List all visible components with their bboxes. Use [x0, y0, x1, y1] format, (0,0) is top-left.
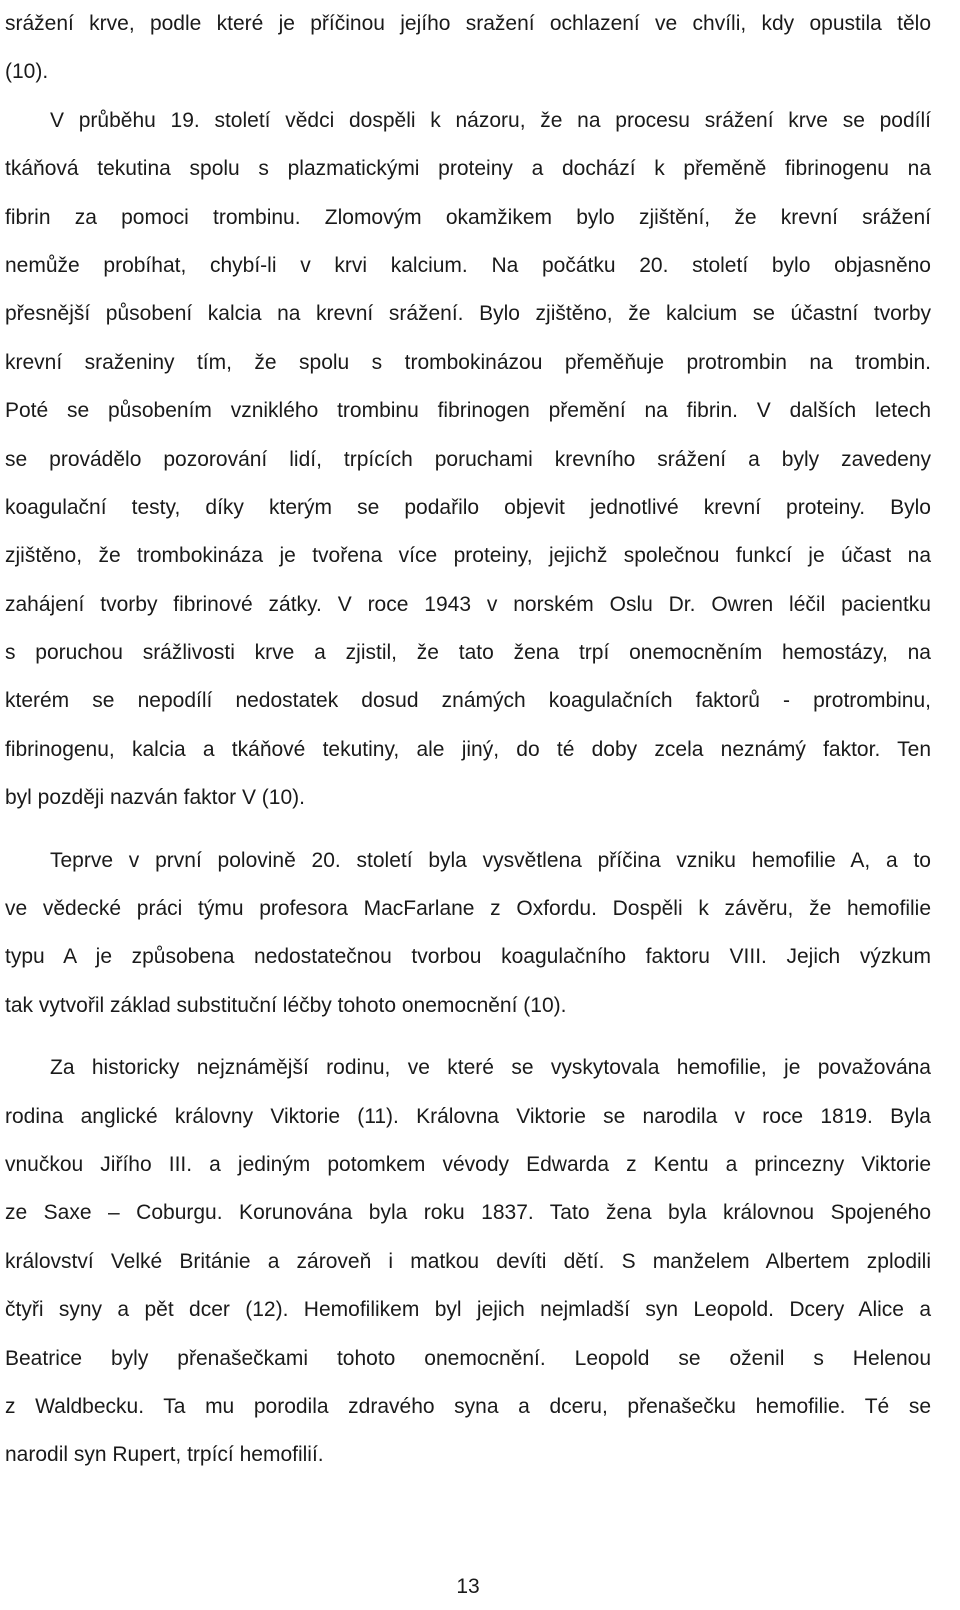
text-line: s poruchou srážlivosti krve a zjistil, že tato žena trpí onemocněním hemostázy, na — [5, 641, 931, 665]
text-line: se provádělo pozorování lidí, trpících poruchami krevního srážení a byly zavedeny — [5, 447, 931, 471]
text-line: ve vědecké práci týmu profesora MacFarlane z Oxfordu. Dospěli k závěru, že hemofilie — [5, 897, 931, 921]
text-line: narodil syn Rupert, trpící hemofilií. — [5, 1443, 324, 1467]
text-line: fibrin za pomoci trombinu. Zlomovým okamžikem bylo zjištění, že krevní srážení — [5, 205, 931, 229]
paragraph — [5, 837, 931, 1031]
text-line: krevní sraženiny tím, že spolu s trombokinázou přeměňuje protrombin na trombin. — [5, 350, 931, 374]
text-line: nemůže probíhat, chybí-li v krvi kalcium. Na počátku 20. století bylo objasněno — [5, 253, 931, 277]
text-line: Poté se působením vzniklého trombinu fibrinogen přemění na fibrin. V dalších letech — [5, 399, 931, 423]
text-line: (10). — [5, 60, 49, 84]
paragraph — [5, 0, 931, 97]
text-line: Teprve v první polovině 20. století byla vysvětlena příčina vzniku hemofilie A, a to — [50, 848, 931, 872]
text-line: V průběhu 19. století vědci dospěli k názoru, že na procesu srážení krve se podílí — [50, 108, 931, 132]
text-line: rodina anglické královny Viktorie (11). Královna Viktorie se narodila v roce 1819. Byla — [5, 1104, 931, 1128]
text-line: zahájení tvorby fibrinové zátky. V roce 1943 v norském Oslu Dr. Owren léčil pacientku — [5, 592, 931, 616]
text-line: Beatrice byly přenašečkami tohoto onemocnění. Leopold se oženil s Helenou — [5, 1346, 931, 1370]
text-line: srážení krve, podle které je příčinou jejího sražení ochlazení ve chvíli, kdy opustila tělo — [5, 12, 931, 35]
page-number: 13 — [456, 1575, 480, 1598]
text-line: fibrinogenu, kalcia a tkáňové tekutiny, ale jiný, do té doby zcela neznámý faktor. Ten — [5, 737, 931, 761]
text-line: tak vytvořil základ substituční léčby tohoto onemocnění (10). — [5, 993, 567, 1017]
text-line: ze Saxe – Coburgu. Korunována byla roku 1837. Tato žena byla královnou Spojeného — [5, 1201, 931, 1225]
text-line: tkáňová tekutina spolu s plazmatickými proteiny a dochází k přeměně fibrinogenu na — [5, 157, 931, 181]
paragraph — [5, 97, 931, 823]
text-line: zjištěno, že trombokináza je tvořena více proteiny, jejichž společnou funkcí je účast na — [5, 544, 931, 568]
text-line: přesnější působení kalcia na krevní srážení. Bylo zjištěno, že kalcium se účastní tvorby — [5, 302, 931, 326]
paragraph — [5, 1044, 931, 1480]
text-line: byl později nazván faktor V (10). — [5, 786, 305, 810]
document-page — [5, 0, 931, 1480]
text-line: království Velké Británie a zároveň i matkou devíti dětí. S manželem Albertem zplodili — [5, 1249, 931, 1273]
text-line: čtyři syny a pět dcer (12). Hemofilikem byl jejich nejmladší syn Leopold. Dcery Alice a — [5, 1298, 931, 1322]
text-line: z Waldbecku. Ta mu porodila zdravého syna a dceru, přenašečku hemofilie. Té se — [5, 1394, 931, 1418]
text-line: kterém se nepodílí nedostatek dosud známých koagulačních faktorů - protrombinu, — [5, 689, 931, 713]
text-line: typu A je způsobena nedostatečnou tvorbou koagulačního faktoru VIII. Jejich výzkum — [5, 945, 931, 969]
text-line: vnučkou Jiřího III. a jediným potomkem vévody Edwarda z Kentu a princezny Viktorie — [5, 1152, 931, 1176]
text-line: Za historicky nejznámější rodinu, ve které se vyskytovala hemofilie, je považována — [50, 1056, 931, 1080]
text-line: koagulační testy, díky kterým se podařilo objevit jednotlivé krevní proteiny. Bylo — [5, 495, 931, 519]
